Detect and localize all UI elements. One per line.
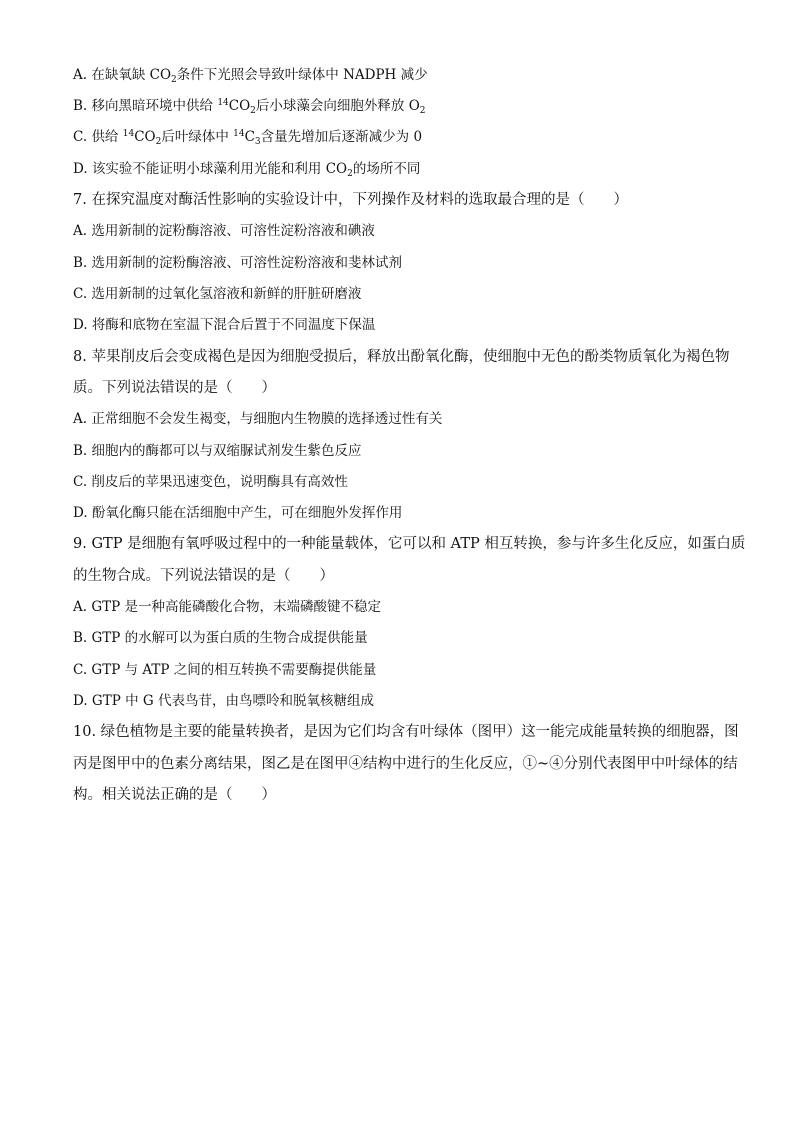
q8-option-b: B. 细胞内的酶都可以与双缩脲试剂发生紫色反应 <box>73 443 362 459</box>
q8-option-a: A. 正常细胞不会发生褐变，与细胞内生物膜的选择透过性有关 <box>73 411 443 427</box>
q9-option-a: A. GTP 是一种高能磷酸化合物，末端磷酸键不稳定 <box>73 599 381 615</box>
q7-option-c: C. 选用新制的过氧化氢溶液和新鲜的肝脏研磨液 <box>73 286 362 302</box>
q10-stem-line1: 10. 绿色植物是主要的能量转换者，是因为它们均含有叶绿体（图甲）这一能完成能量转换的细胞器，图 <box>73 724 739 740</box>
q8-option-c: C. 削皮后的苹果迅速变色，说明酶具有高效性 <box>73 474 348 490</box>
q8-option-d: D. 酚氧化酶只能在活细胞中产生，可在细胞外发挥作用 <box>73 505 403 521</box>
q6-option-a: A. 在缺氧缺 $CO_2$条件下光照会导致叶绿体中 NADPH 减少 <box>73 67 428 85</box>
q10-stem-line2: 丙是图甲中的色素分离结果，图乙是在图甲④结构中进行的生化反应，①~④分别代表图甲中叶绿体的结 <box>73 756 738 772</box>
q6-option-b: B. 移向黑暗环境中供给 $^{14}CO_2$后小球藻会向细胞外释放 $O_2$ <box>73 98 426 116</box>
q7-option-b: B. 选用新制的淀粉酶溶液、可溶性淀粉溶液和斐林试剂 <box>73 255 403 271</box>
q9-stem-line1: 9. GTP 是细胞有氧呼吸过程中的一种能量载体，它可以和 ATP 相互转换，参与许多生化反应，如蛋白质 <box>73 536 746 552</box>
q7-stem: 7. 在探究温度对酶活性影响的实验设计中，下列操作及材料的选取最合理的是（ ） <box>73 192 628 208</box>
q8-stem-line2: 质。下列说法错误的是（ ） <box>73 380 276 396</box>
q6-option-d: D. 该实验不能证明小球藻利用光能和利用 $CO_2$的场所不同 <box>73 161 421 179</box>
q9-option-c: C. GTP 与 ATP 之间的相互转换不需要酶提供能量 <box>73 662 377 678</box>
q10-stem-line3: 构。相关说法正确的是（ ） <box>73 787 276 803</box>
q9-option-b: B. GTP 的水解可以为蛋白质的生物合成提供能量 <box>73 630 368 646</box>
q9-option-d: D. GTP 中 G 代表鸟苷，由鸟嘌呤和脱氧核糖组成 <box>73 693 374 709</box>
q7-option-d: D. 将酶和底物在室温下混合后置于不同温度下保温 <box>73 317 376 333</box>
q9-stem-line2: 的生物合成。下列说法错误的是（ ） <box>73 568 334 584</box>
q6-option-c: C. 供给 $^{14}CO_2$后叶绿体中 $^{14}C_3$含量先增加后逐渐减少为 0 <box>73 129 423 147</box>
q8-stem-line1: 8. 苹果削皮后会变成褐色是因为细胞受损后，释放出酚氧化酶，使细胞中无色的酚类物质氧化为褐色物 <box>73 349 730 365</box>
q7-option-a: A. 选用新制的淀粉酶溶液、可溶性淀粉溶液和碘液 <box>73 223 375 239</box>
